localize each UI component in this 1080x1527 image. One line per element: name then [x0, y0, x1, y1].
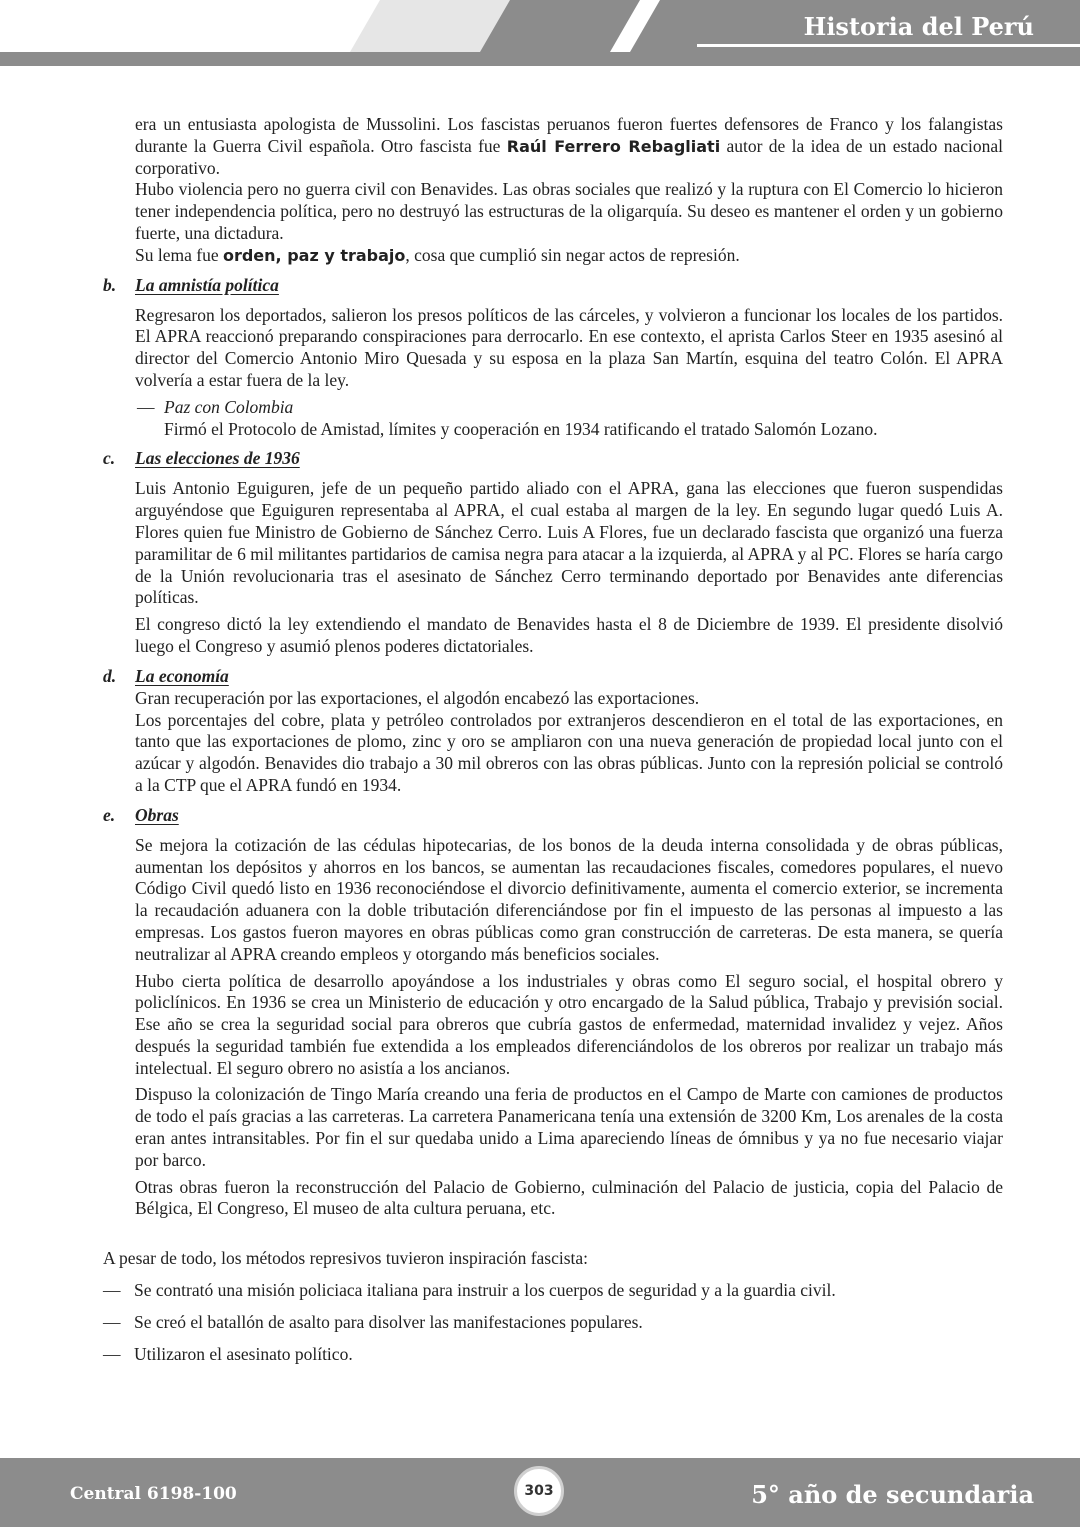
closing-intro: A pesar de todo, los métodos represivos tuvieron inspiración fascista: [103, 1248, 589, 1269]
section-c-letter: c. [103, 448, 116, 469]
intro-p1-bold: Raúl Ferrero Rebagliati [506, 136, 721, 156]
dash-marker: — [137, 396, 155, 417]
section-b-body [0, 305, 1080, 392]
page-header [0, 0, 1080, 66]
section-b-title: La amnistía política [135, 274, 279, 295]
intro-paragraph-2: Hubo violencia pero no guerra civil con Benavides. Las obras sociales que realizó y la ruptura con El Comercio lo hicieron tener independencia política, pero no destruyó las estructuras de la oligarquía. Su deseo es mantener el orden y un gobierno fuerte, una dictadura. [135, 179, 1003, 243]
section-b-subitem [0, 397, 1080, 441]
section-c-body [0, 478, 1080, 657]
closing-item-3 [0, 1344, 1080, 1366]
section-d-letter: d. [103, 665, 117, 686]
intro-paragraph-1 [135, 114, 1003, 179]
dash-marker: — [103, 1280, 121, 1301]
section-c-paragraph-1: Luis Antonio Eguiguren, jefe de un pequeño partido aliado con el APRA, gana las elecciones que fueron suspendidas arguyéndose que Eguiguren representaba al APRA, el cual estaba al margen de la ley. En segundo lugar quedó Luis A. Flores quien fue Ministro de Gobierno de Sánchez Cerro. Luis A Flores, fue un declarado fascista que organizó una fuerza paramilitar de 6 mil militantes partidarios de camisa negra para atacar a la izquierda, al APRA y al PC. Flores se haría cargo de la Unión revolucionaria tras el asesinato de Sánchez Cerro terminando deportado por Benavides ante diferencias políticas. [135, 478, 1003, 608]
section-b-paragraph-1: Regresaron los deportados, salieron los presos políticos de las cárceles, y volvieron a funcionar los locales de los partidos. El APRA reaccionó preparando conspiraciones para derrocarlo. En ese contexto, el aprista Carlos Steer en 1935 asesinó al director del Comercio Antonio Miro Quesada y su esposa en la plaza San Martín, esquina del teatro Colón. El APRA volvería a estar fuera de la ley. [135, 304, 1003, 390]
intro-p3-text-end: , cosa que cumplió sin negar actos de represión. [405, 244, 740, 265]
footer-phone: Central 6198-100 [70, 1484, 237, 1504]
section-c-heading [0, 442, 1080, 476]
section-b-letter: b. [103, 274, 117, 295]
section-e-body [0, 835, 1080, 1221]
section-e-paragraph-2: Hubo cierta política de desarrollo apoyándose a los industriales y obras como El seguro social, el hospital obrero y policlínicos. En 1936 se crea un Ministerio de educación y otro encargado de la Salud pública, Trabajo y previsión social. Ese año se crea la seguridad social para obreros que cubría gastos de enfermedad, maternidad invalidez y vejez. Años después la seguridad también fue extendida a los empleados diferenciándolos de los obreros por realizar un trabajo más intelectual. El seguro obrero no asistía a los ancianos. [135, 970, 1003, 1078]
section-e-paragraph-3: Dispuso la colonización de Tingo María creando una feria de productos en el Campo de Marte con camiones de productos de todo el país gracias a las carreteras. La carretera Panamericana tenía una extensión de 3200 Km, Los arenales de la costa eran antes intransitables. Por fin el sur quedaba unido a Lima apareciendo líneas de ómnibus y ya no fue necesario viajar por barco. [135, 1084, 1003, 1170]
intro-p3-bold: orden, paz y trabajo [222, 245, 406, 265]
page-number: 303 [524, 1483, 554, 1499]
closing-item-text: Utilizaron el asesinato político. [134, 1343, 353, 1364]
page-footer [0, 1458, 1080, 1527]
section-c-title: Las elecciones de 1936 [135, 448, 300, 469]
section-c-paragraph-2: El congreso dictó la ley extendiendo el mandato de Benavides hasta el 8 de Diciembre de 1939. El presidente disolvió luego el Congreso y asumió plenos poderes dictatoriales. [135, 614, 1003, 656]
section-d-body [0, 688, 1080, 797]
footer-grade: 5° año de secundaria [751, 1480, 1034, 1509]
closing-item-text: Se contrató una misión policiaca italiana para instruir a los cuerpos de seguridad y a la guardia civil. [134, 1280, 836, 1301]
closing-item-text: Se creó el batallón de asalto para disolver las manifestaciones populares. [134, 1311, 643, 1332]
section-b-heading [0, 269, 1080, 303]
section-e-letter: e. [103, 804, 116, 825]
intro-p1-text-end: autor de la idea de un estado nacional corporativo. [135, 135, 1004, 178]
section-e-paragraph-1: Se mejora la cotización de las cédulas hipotecarias, de los bonos de la deuda interna consolidada y de obras públicas, aumentan los depósitos y ahorros en los bancos, se aumentan las recaudaciones fiscales, comedores populares, el nuevo Código Civil quedó listo en 1936 reconociéndose el divorcio definitivamente, aumenta el comercio exterior, se incrementa la recaudación aduanera con la doble tributación diferenciándose por fin el impuesto de las personas al impuesto a las empresas. Los gastos fueron mayores en obras públicas como gran construcción de carreteras. De esta manera, se quería neutralizar al APRA creando empleos y otorgando más beneficios sociales. [135, 834, 1003, 964]
intro-paragraph-3 [135, 245, 1003, 267]
page-content [0, 114, 1080, 1365]
closing-item-1 [0, 1280, 1080, 1302]
section-e-heading [0, 799, 1080, 833]
section-d-paragraph-2: Los porcentajes del cobre, plata y petróleo controlados por extranjeros descendieron en el total de las exportaciones, en tanto que las exportaciones de plomo, zinc y oro se ampliaron con una nueva generación de propiedad local junto con el azúcar y algodón. Benavides dio trabajo a 30 mil obreros con las obras públicas. Junto con la represión policial se controló a la CTP que el APRA fundó en 1934. [135, 709, 1003, 795]
section-b-subitem-text: Firmó el Protocolo de Amistad, límites y cooperación en 1934 ratificando el tratado Salomón Lozano. [164, 418, 878, 439]
intro-p3-text: Su lema fue [135, 244, 223, 265]
dash-marker: — [103, 1311, 121, 1332]
closing-item-2 [0, 1312, 1080, 1334]
section-e-title: Obras [135, 804, 179, 825]
section-d-paragraph-1: Gran recuperación por las exportaciones, el algodón encabezó las exportaciones. [135, 687, 700, 708]
intro-block [0, 114, 1080, 267]
section-d-title: La economía [135, 665, 229, 686]
page-number-badge [514, 1466, 564, 1516]
header-title: Historia del Perú [803, 12, 1034, 41]
section-e-paragraph-4: Otras obras fueron la reconstrucción del Palacio de Gobierno, culminación del Palacio de justicia, copia del Palacio de Bélgica, El Congreso, El museo de alta cultura peruana, etc. [135, 1176, 1003, 1219]
section-b-subitem-title: Paz con Colombia [164, 396, 294, 417]
intro-p1-text: era un entusiasta apologista de Mussolini. Los fascistas peruanos fueron fuertes defensores de Franco y los falangistas durante la Guerra Civil española. Otro fascista fue [135, 114, 1003, 156]
dash-marker: — [103, 1343, 121, 1364]
